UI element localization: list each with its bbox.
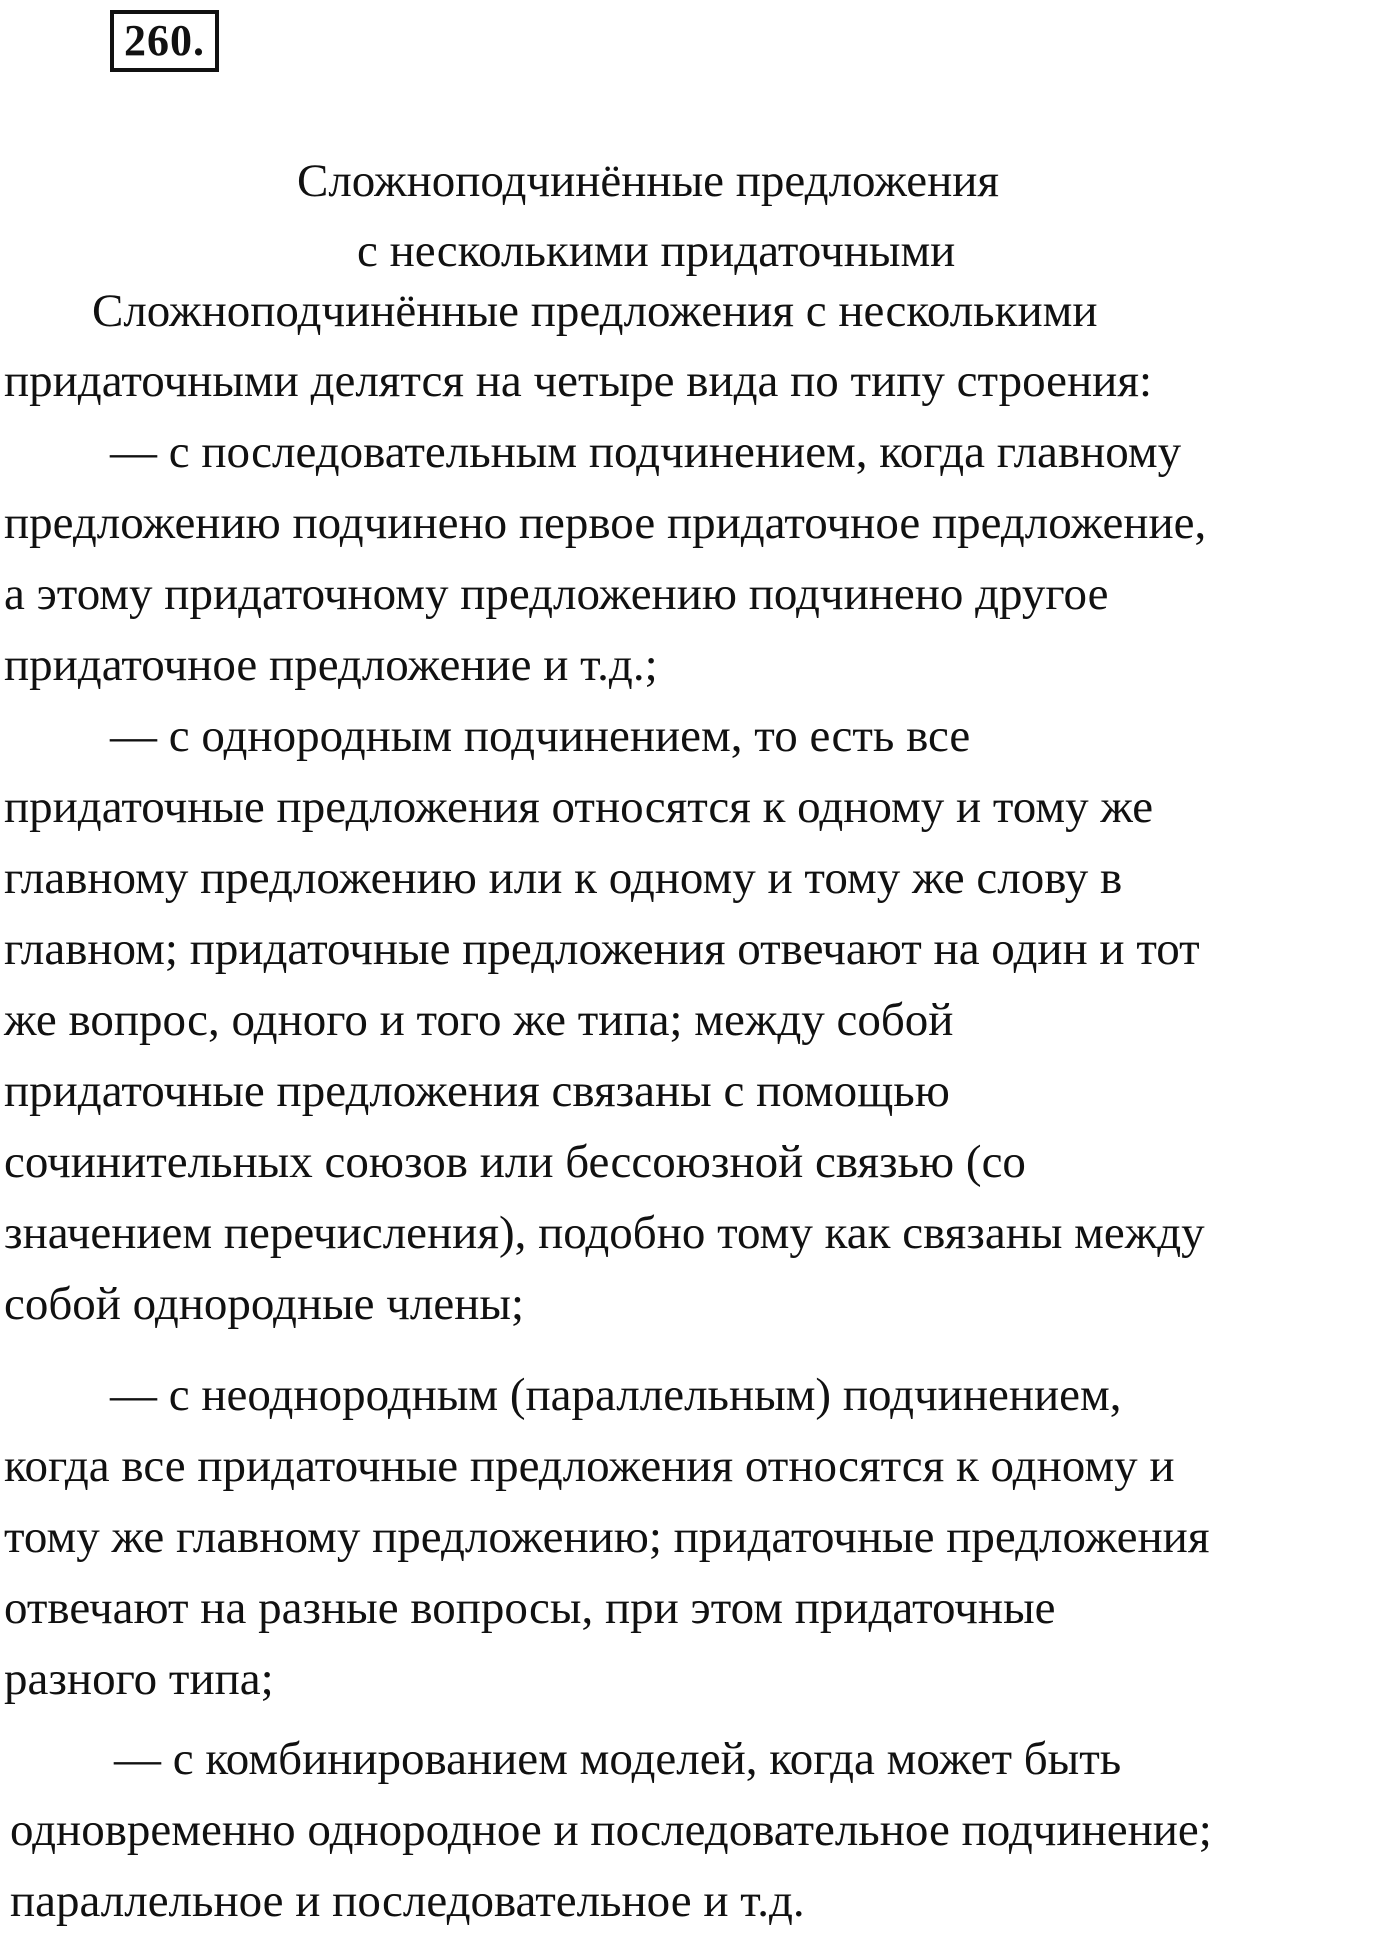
- list-item-line: разного типа;: [4, 1653, 274, 1705]
- paragraph-line: придаточными делятся на четыре вида по типу строения:: [4, 355, 1153, 407]
- list-item-line: придаточные предложения относятся к одному и тому же: [4, 781, 1154, 833]
- title-line-2: с несколькими придаточными: [357, 225, 956, 277]
- list-item-line: — с последовательным подчинением, когда главному: [110, 426, 1182, 478]
- paragraph-line: Сложноподчинённые предложения с несколькими: [92, 285, 1098, 337]
- title-line-1: Сложноподчинённые предложения: [297, 155, 999, 207]
- list-item-line: — с однородным подчинением, то есть все: [110, 710, 971, 762]
- list-item-line: главном; придаточные предложения отвечают на один и тот: [4, 923, 1200, 975]
- list-item-line: — с комбинированием моделей, когда может быть: [114, 1733, 1122, 1785]
- list-item-line: значением перечисления), подобно тому как связаны между: [4, 1207, 1205, 1259]
- list-item-line: придаточное предложение и т.д.;: [4, 639, 658, 691]
- list-item-line: а этому придаточному предложению подчинено другое: [4, 568, 1109, 620]
- list-item-line: придаточные предложения связаны с помощью: [4, 1065, 950, 1117]
- list-item-line: отвечают на разные вопросы, при этом придаточные: [4, 1582, 1056, 1634]
- list-item-line: параллельное и последовательное и т.д.: [10, 1875, 805, 1927]
- list-item-line: сочинительных союзов или бессоюзной связью (со: [4, 1136, 1026, 1188]
- list-item-line: когда все придаточные предложения относятся к одному и: [4, 1440, 1175, 1492]
- list-item-line: же вопрос, одного и того же типа; между собой: [4, 994, 954, 1046]
- exercise-number-box: 260.: [110, 10, 219, 72]
- list-item-line: одновременно однородное и последовательное подчинение;: [10, 1804, 1212, 1856]
- list-item-line: собой однородные члены;: [4, 1278, 525, 1330]
- list-item-line: — с неоднородным (параллельным) подчинением,: [110, 1369, 1122, 1421]
- list-item-line: главному предложению или к одному и тому же слову в: [4, 852, 1123, 904]
- list-item-line: тому же главному предложению; придаточные предложения: [4, 1511, 1210, 1563]
- list-item-line: предложению подчинено первое придаточное предложение,: [4, 497, 1207, 549]
